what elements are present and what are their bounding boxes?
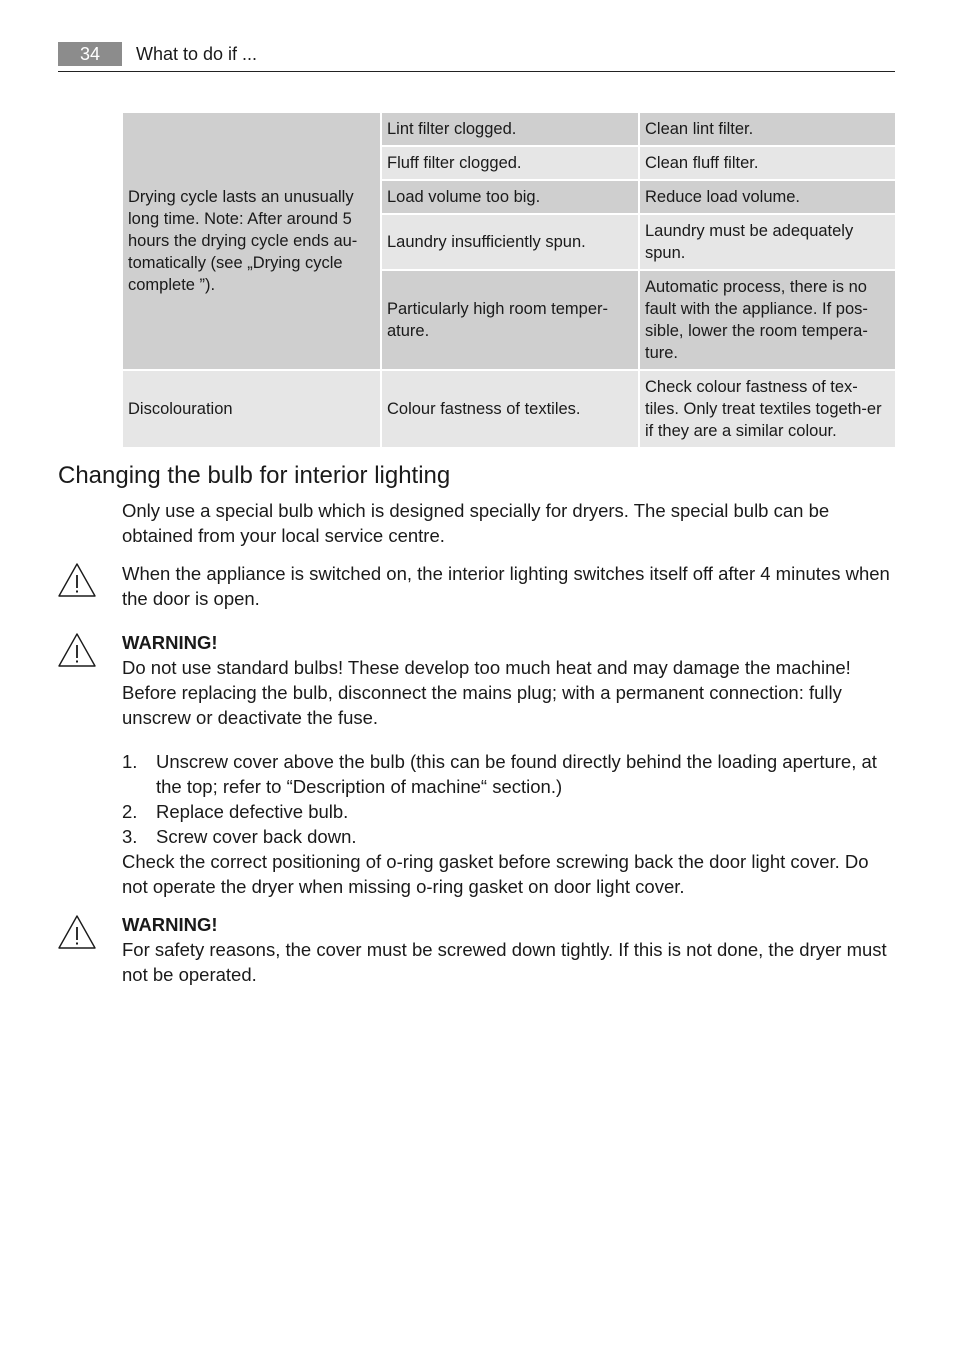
cause-cell: Load volume too big. bbox=[382, 181, 638, 213]
section-title: Changing the bulb for interior lighting bbox=[58, 462, 451, 489]
warning-triangle-icon bbox=[57, 632, 97, 668]
step-text: Unscrew cover above the bulb (this can be found directly behind the loading aperture, at the top; refer to “Description of machine“ section.) bbox=[156, 751, 877, 797]
cause-cell: Laundry insufficiently spun. bbox=[382, 215, 638, 269]
warning-triangle-icon bbox=[57, 562, 97, 598]
step-text: Replace defective bulb. bbox=[156, 801, 349, 822]
warning-title: WARNING! bbox=[122, 914, 218, 935]
problem-cell: Drying cycle lasts an unusually long time. Note: After around 5 hours the drying cycle ends au-tomatically (see „Drying cycle complete ”). bbox=[123, 113, 380, 369]
cause-cell: Particularly high room temper-ature. bbox=[382, 271, 638, 369]
remedy-cell: Laundry must be adequately spun. bbox=[640, 215, 895, 269]
intro-paragraph: Only use a special bulb which is designed specially for dryers. The special bulb can be obtained from your local service centre. bbox=[122, 500, 830, 546]
page-number: 34 bbox=[58, 42, 122, 66]
remedy-cell: Clean fluff filter. bbox=[640, 147, 895, 179]
remedy-cell: Check colour fastness of tex-tiles. Only treat textiles togeth-er if they are a similar colour. bbox=[640, 371, 895, 447]
warning-block bbox=[122, 630, 897, 730]
cause-cell: Fluff filter clogged. bbox=[382, 147, 638, 179]
list-item bbox=[122, 799, 897, 824]
warning-title: WARNING! bbox=[122, 632, 218, 653]
table-row bbox=[123, 113, 895, 145]
step-number: 1. bbox=[122, 751, 138, 772]
step-number: 2. bbox=[122, 801, 138, 822]
warning-text: For safety reasons, the cover must be screwed down tightly. If this is not done, the dryer must not be operated. bbox=[122, 939, 887, 985]
step-text: Screw cover back down. bbox=[156, 826, 357, 847]
warning-block bbox=[122, 912, 897, 987]
warning-triangle-icon bbox=[57, 914, 97, 950]
running-header-title: What to do if ... bbox=[136, 44, 258, 64]
cause-cell: Colour fastness of textiles. bbox=[382, 371, 638, 447]
page-header bbox=[58, 40, 895, 72]
warning-text: Do not use standard bulbs! These develop too much heat and may damage the machine! Before replacing the bulb, disconnect the mains plug; with a permanent connection: fully unscrew or deactivate the fuse. bbox=[122, 657, 851, 728]
problem-cell: Discolouration bbox=[123, 371, 380, 447]
remedy-cell: Clean lint filter. bbox=[640, 113, 895, 145]
step-number: 3. bbox=[122, 826, 138, 847]
cause-cell: Lint filter clogged. bbox=[382, 113, 638, 145]
steps-list bbox=[122, 749, 897, 849]
table-row bbox=[123, 371, 895, 447]
list-item bbox=[122, 824, 897, 849]
note-paragraph: When the appliance is switched on, the interior lighting switches itself off after 4 minutes when the door is open. bbox=[122, 563, 890, 609]
remedy-cell: Automatic process, there is no fault with the appliance. If pos-sible, lower the room tempera-ture. bbox=[640, 271, 895, 369]
remedy-cell: Reduce load volume. bbox=[640, 181, 895, 213]
list-item bbox=[122, 749, 897, 799]
gasket-paragraph: Check the correct positioning of o-ring gasket before screwing back the door light cover. Do not operate the dryer when missing o-ring gasket on door light cover. bbox=[122, 851, 869, 897]
troubleshooting-table bbox=[121, 111, 897, 449]
